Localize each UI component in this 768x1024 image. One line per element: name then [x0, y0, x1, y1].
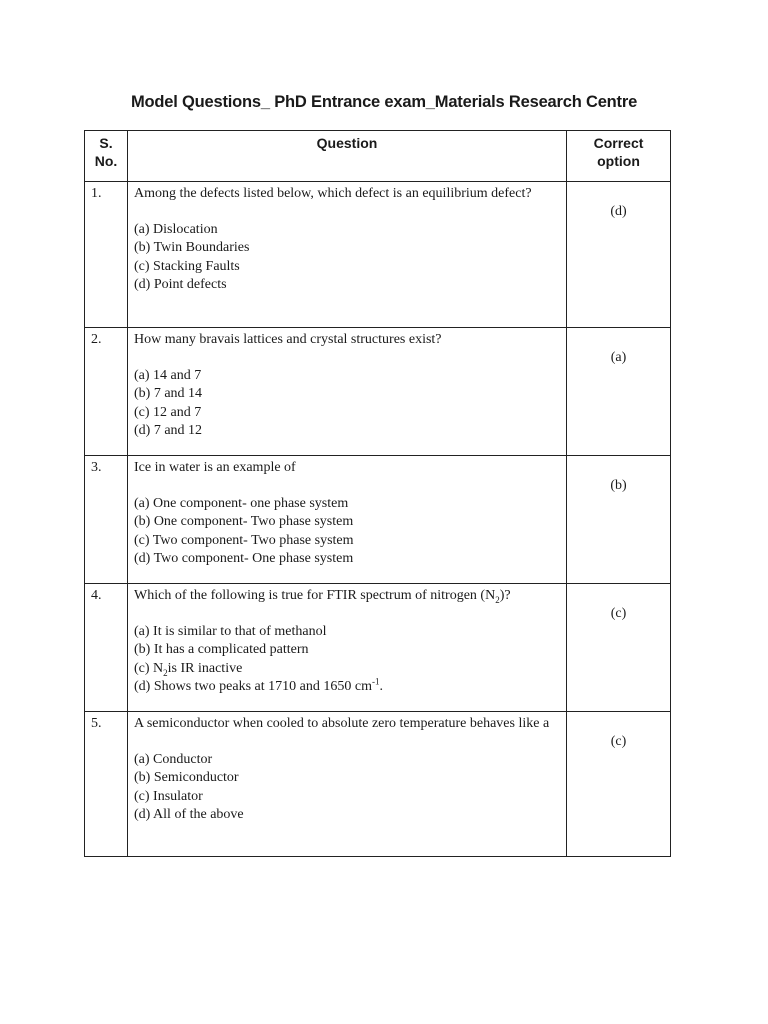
correct-option: (c) [567, 584, 671, 712]
table-row [85, 712, 671, 857]
document-title: Model Questions_ PhD Entrance exam_Materials Research Centre [130, 93, 638, 111]
table-row [85, 584, 671, 712]
option-d-text-end: . [379, 678, 383, 694]
option-d: (d) 7 and 12 [134, 422, 203, 438]
superscript: -1 [371, 676, 380, 687]
question-cell [128, 182, 567, 328]
table-row [85, 182, 671, 328]
subscript: 2 [495, 594, 500, 605]
question-stem [134, 587, 560, 605]
question-stem: A semiconductor when cooled to absolute zero temperature behaves like a [134, 716, 550, 731]
table-row [85, 456, 671, 584]
option-d: (d) All of the above [134, 806, 244, 822]
question-stem: Ice in water is an example of [134, 460, 296, 475]
correct-option: (b) [567, 456, 671, 584]
option-b: (b) 7 and 14 [134, 386, 203, 402]
option-a: (a) One component- one phase system [134, 496, 349, 512]
subscript: 2 [163, 667, 168, 678]
option-c-text-end: is IR inactive [167, 660, 243, 676]
option-b: (b) It has a complicated pattern [134, 642, 309, 658]
option-a: (a) It is similar to that of methanol [134, 624, 327, 640]
option-b: (b) One component- Two phase system [134, 514, 354, 530]
option-d: (d) Two component- One phase system [134, 550, 354, 566]
header-serial-number [85, 131, 128, 182]
option-d: (d) Point defects [134, 276, 227, 292]
option-a: (a) Conductor [134, 752, 213, 768]
correct-option: (a) [567, 328, 671, 456]
question-cell [128, 456, 567, 584]
table-header-row [85, 131, 671, 182]
question-cell [128, 328, 567, 456]
serial-number: 1. [85, 182, 128, 328]
question-cell [128, 712, 567, 857]
stem-text-end: )? [499, 588, 511, 603]
header-ans-line2: option [597, 153, 640, 169]
option-c: (c) Stacking Faults [134, 258, 240, 274]
option-d [134, 678, 560, 696]
option-c: (c) Insulator [134, 788, 203, 804]
header-sno-line1: S. [99, 135, 113, 151]
option-d-text: (d) Shows two peaks at 1710 and 1650 cm [134, 678, 372, 694]
question-stem: How many bravais lattices and crystal structures exist? [134, 332, 442, 347]
serial-number: 3. [85, 456, 128, 584]
serial-number: 4. [85, 584, 128, 712]
header-question: Question [128, 131, 567, 182]
questions-table [84, 130, 671, 857]
option-b: (b) Twin Boundaries [134, 240, 250, 256]
option-c: (c) Two component- Two phase system [134, 532, 354, 548]
option-b: (b) Semiconductor [134, 770, 239, 786]
option-c: (c) 12 and 7 [134, 404, 202, 420]
serial-number: 5. [85, 712, 128, 857]
serial-number: 2. [85, 328, 128, 456]
question-cell [128, 584, 567, 712]
option-a: (a) Dislocation [134, 222, 218, 238]
option-list [134, 221, 560, 294]
option-list [134, 495, 560, 568]
option-c-text: (c) N [134, 660, 164, 676]
header-sno-line2: No. [94, 153, 118, 169]
header-correct-option [567, 131, 671, 182]
question-stem: Among the defects listed below, which defect is an equilibrium defect? [134, 186, 532, 201]
option-c [134, 660, 560, 678]
option-list [134, 367, 560, 440]
table-row [85, 328, 671, 456]
correct-option: (c) [567, 712, 671, 857]
correct-option: (d) [567, 182, 671, 328]
header-ans-line1: Correct [593, 135, 644, 151]
option-list [134, 751, 560, 824]
option-list [134, 623, 560, 696]
stem-text: Which of the following is true for FTIR spectrum of nitrogen (N [134, 588, 496, 603]
option-a: (a) 14 and 7 [134, 368, 202, 384]
